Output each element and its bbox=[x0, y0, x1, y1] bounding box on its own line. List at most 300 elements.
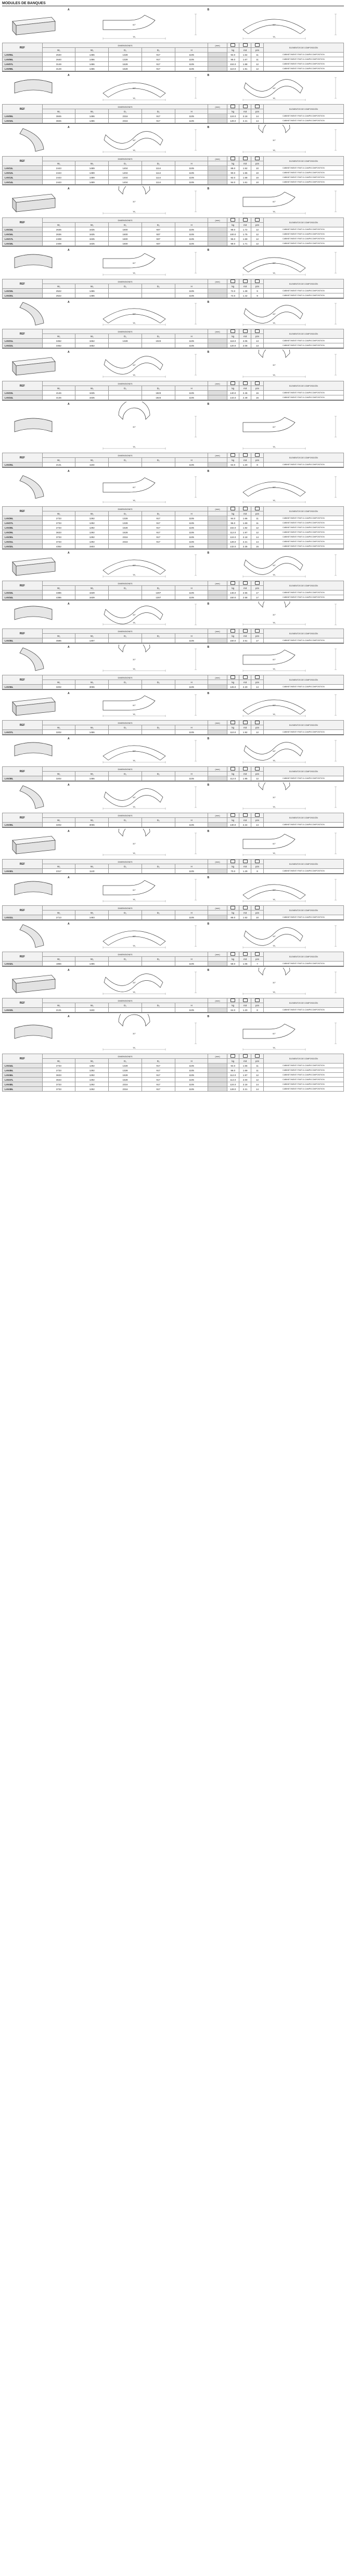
dimensions-table bbox=[2, 217, 344, 246]
ref-header: REF bbox=[3, 721, 43, 730]
ref-code: LAV49L bbox=[3, 1087, 43, 1092]
ref-code: LAV07L bbox=[3, 62, 43, 67]
dimension-value: 2131 bbox=[42, 463, 75, 467]
unit-header: (mm) bbox=[208, 329, 227, 334]
elements-value: CABINET/MENTI FINITI A CAMPI/COMPOSITION bbox=[263, 1073, 343, 1078]
weight-unit: kg bbox=[227, 586, 239, 591]
elements-value: CABINET/MENTI FINITI A CAMPI/COMPOSITION bbox=[263, 1082, 343, 1087]
desk-render-icon bbox=[3, 875, 64, 904]
unit-header: (mm) bbox=[208, 581, 227, 586]
desk-thumbnail bbox=[2, 468, 65, 506]
dimension-value: 1635 bbox=[75, 241, 109, 246]
weight-unit: kg bbox=[227, 957, 239, 962]
weight-value: 96.0 bbox=[227, 521, 239, 526]
column-header: W₁ bbox=[42, 511, 75, 516]
plan-views bbox=[65, 6, 344, 43]
column-header: W₂ bbox=[75, 1059, 109, 1063]
weight-unit: kg bbox=[227, 223, 239, 227]
pieces-unit: pzs bbox=[251, 511, 263, 516]
volume-value: 1.95 bbox=[239, 776, 251, 781]
dimension-value bbox=[142, 463, 175, 467]
pieces-value: 17 bbox=[251, 591, 263, 595]
table-row bbox=[3, 1063, 344, 1068]
weight-icon-cell bbox=[227, 381, 239, 386]
blank-cell bbox=[208, 680, 227, 685]
pieces-icon bbox=[255, 507, 260, 510]
dimension-value: 1486 bbox=[75, 776, 109, 781]
angle-label: 60° bbox=[272, 658, 276, 661]
pieces-value: 8 bbox=[251, 1008, 263, 1013]
dimension-value bbox=[109, 293, 142, 298]
box-icon bbox=[243, 813, 248, 817]
volume-value: 2.24 bbox=[239, 823, 251, 827]
weight-unit: kg bbox=[227, 458, 239, 463]
dimension-value: 2316 bbox=[109, 540, 142, 544]
column-header: W₁ bbox=[42, 1059, 75, 1063]
dimensions-table bbox=[2, 675, 344, 689]
weight-unit: kg bbox=[227, 511, 239, 516]
column-header: D₂ bbox=[142, 48, 175, 53]
volume-unit: m3 bbox=[239, 109, 251, 114]
dimension-value: 917 bbox=[142, 57, 175, 62]
dimension-value: 1105 bbox=[175, 289, 208, 293]
dimension-value: 1635 bbox=[75, 227, 109, 232]
dimension-value: 1105 bbox=[175, 53, 208, 57]
ref-code: LAV05L bbox=[3, 53, 43, 57]
ref-code: LAV37L bbox=[3, 730, 43, 735]
dimension-value: 1404 bbox=[109, 180, 142, 185]
column-header: W₂ bbox=[75, 109, 109, 114]
dimension-label: W₁ bbox=[133, 944, 136, 947]
table-row bbox=[3, 962, 344, 966]
ref-code: LAV43L bbox=[3, 1008, 43, 1013]
angle-label: 30° bbox=[272, 364, 276, 366]
dimension-value: 1292 bbox=[75, 1063, 109, 1068]
ref-code: LAV41L bbox=[3, 915, 43, 920]
scale-icon bbox=[230, 998, 235, 1002]
desk-render-icon bbox=[3, 921, 64, 951]
blank-cell bbox=[208, 334, 227, 339]
table-row bbox=[3, 1078, 344, 1082]
dimension-value bbox=[142, 685, 175, 689]
dimension-value: 1105 bbox=[175, 339, 208, 343]
desk-render-icon bbox=[3, 601, 64, 627]
ref-code: LAV24L bbox=[3, 395, 43, 400]
plan-drawing bbox=[67, 829, 202, 858]
plan-view-a bbox=[65, 549, 204, 581]
plan-views bbox=[65, 549, 344, 581]
desk-module-section bbox=[2, 1013, 344, 1092]
column-header: W₂ bbox=[75, 223, 109, 227]
pieces-icon bbox=[255, 218, 260, 222]
pieces-unit: pzs bbox=[251, 911, 263, 915]
column-header: D₁ bbox=[109, 772, 142, 776]
dimension-value bbox=[109, 463, 142, 467]
blank-cell bbox=[208, 463, 227, 467]
ref-header: REF bbox=[3, 629, 43, 638]
scale-icon bbox=[230, 218, 235, 222]
dimension-value: 3202 bbox=[42, 685, 75, 689]
scale-icon bbox=[230, 581, 235, 585]
weight-icon-cell bbox=[227, 1054, 239, 1059]
desk-module-section bbox=[2, 643, 344, 689]
blank-cell bbox=[208, 343, 227, 348]
angle-label: 60° bbox=[133, 889, 136, 891]
ref-code: LAV13L bbox=[3, 175, 43, 180]
dimension-value: 1114 bbox=[142, 166, 175, 171]
dimension-value: 3006 bbox=[75, 685, 109, 689]
dimension-value: 1292 bbox=[75, 1087, 109, 1092]
dimension-value: 1105 bbox=[175, 1008, 208, 1013]
column-header: H bbox=[175, 818, 208, 823]
weight-value: 96.0 bbox=[227, 57, 239, 62]
angle-label: 90° bbox=[133, 935, 136, 938]
desk-module-section bbox=[2, 827, 344, 874]
plan-drawing bbox=[67, 875, 202, 904]
scale-icon bbox=[230, 629, 235, 633]
column-header: D₂ bbox=[142, 161, 175, 166]
ref-code: LAV08L bbox=[3, 67, 43, 71]
angle-label: 90° bbox=[272, 704, 276, 707]
pieces-icon bbox=[255, 581, 260, 585]
desk-module-section bbox=[2, 966, 344, 1013]
dimension-value: 1105 bbox=[175, 544, 208, 549]
ref-code: LAV42L bbox=[3, 962, 43, 966]
box-icon bbox=[243, 675, 248, 679]
column-header: W₂ bbox=[75, 725, 109, 730]
weight-unit: kg bbox=[227, 864, 239, 869]
dimension-value: 1600 bbox=[109, 237, 142, 241]
dimension-value: 3202 bbox=[42, 823, 75, 827]
volume-icon-cell bbox=[239, 813, 251, 818]
dimension-value: 4352 bbox=[42, 544, 75, 549]
unit-header: (mm) bbox=[208, 43, 227, 48]
desk-module-section bbox=[2, 689, 344, 735]
ref-code: LAV23L bbox=[3, 391, 43, 395]
plan-drawing bbox=[67, 248, 202, 278]
weight-value: 96.0 bbox=[227, 237, 239, 241]
pieces-unit: pzs bbox=[251, 634, 263, 638]
pieces-icon-cell bbox=[251, 675, 263, 680]
elements-header: ELEMENTOS DE COMPOSICIÓN bbox=[263, 721, 343, 730]
elements-value: CABINET/MENTI FINITI A CAMPI/COMPOSITION bbox=[263, 530, 343, 535]
dimension-value: 1486 bbox=[75, 289, 109, 293]
dimension-value: 1292 bbox=[75, 1073, 109, 1078]
weight-value: 72.0 bbox=[227, 289, 239, 293]
dimension-value: 1404 bbox=[109, 171, 142, 175]
column-header: H bbox=[175, 725, 208, 730]
dimension-value: 1328 bbox=[109, 57, 142, 62]
pieces-icon bbox=[255, 381, 260, 385]
volume-value: 1.52 bbox=[239, 915, 251, 920]
weight-icon-cell bbox=[227, 860, 239, 864]
ref-header: REF bbox=[3, 453, 43, 463]
pieces-unit: pzs bbox=[251, 109, 263, 114]
angle-label: 90° bbox=[133, 564, 136, 567]
weight-value: 132.0 bbox=[227, 544, 239, 549]
volume-unit: m3 bbox=[239, 957, 251, 962]
volume-unit: m3 bbox=[239, 634, 251, 638]
dimension-value: 1652 bbox=[75, 339, 109, 343]
blank-cell bbox=[208, 911, 227, 915]
table-row bbox=[3, 1008, 344, 1013]
dimension-value: 2713 bbox=[42, 915, 75, 920]
plan-view-b bbox=[204, 185, 344, 217]
plan-view-b bbox=[204, 828, 344, 859]
desk-module-section bbox=[2, 735, 344, 781]
volume-value: 2.55 bbox=[239, 591, 251, 595]
pieces-icon bbox=[255, 813, 260, 817]
table-row bbox=[3, 293, 344, 298]
desk-module-section bbox=[2, 71, 344, 123]
desk-thumbnail bbox=[2, 6, 65, 43]
dimension-label: W₁ bbox=[273, 991, 276, 993]
elements-value: CABINET/MENTI FINITI A CAMPI/COMPOSITION bbox=[263, 730, 343, 735]
elements-value: CABINET/MENTI FINITI A CAMPI/COMPOSITION bbox=[263, 544, 343, 549]
dimension-value: 2443 bbox=[42, 180, 75, 185]
volume-unit: m3 bbox=[239, 223, 251, 227]
dimension-value: 1866 bbox=[42, 962, 75, 966]
drawings-row bbox=[2, 644, 344, 675]
angle-label: 45° bbox=[133, 139, 136, 142]
dimension-value: 1628 bbox=[109, 526, 142, 530]
elements-value: CABINET/MENTI FINITI A CAMPI/COMPOSITION bbox=[263, 915, 343, 920]
drawings-row bbox=[2, 1013, 344, 1054]
elements-value: CABINET/MENTI FINITI A CAMPI/COMPOSITION bbox=[263, 823, 343, 827]
plan-view-a bbox=[65, 1013, 204, 1054]
volume-value: 1.88 bbox=[239, 62, 251, 67]
table-row bbox=[3, 67, 344, 71]
table-row bbox=[3, 1073, 344, 1078]
pieces-value: 10 bbox=[251, 915, 263, 920]
weight-unit: kg bbox=[227, 386, 239, 391]
pieces-value: 14 bbox=[251, 540, 263, 544]
dimension-value: 1105 bbox=[175, 962, 208, 966]
pieces-unit: pzs bbox=[251, 864, 263, 869]
dimension-value: 917 bbox=[142, 1068, 175, 1073]
dimension-value: 2636 bbox=[42, 232, 75, 237]
column-header: W₁ bbox=[42, 334, 75, 339]
pieces-value: 9 bbox=[251, 289, 263, 293]
volume-unit: m3 bbox=[239, 725, 251, 730]
dimension-label: W₁ bbox=[273, 210, 276, 213]
table-row bbox=[3, 180, 344, 185]
dimension-value bbox=[109, 776, 142, 781]
drawings-row bbox=[2, 549, 344, 581]
volume-value: 1.29 bbox=[239, 869, 251, 874]
plan-view-b bbox=[204, 247, 344, 279]
column-header: W₁ bbox=[42, 772, 75, 776]
volume-icon-cell bbox=[239, 279, 251, 284]
dimension-value bbox=[109, 391, 142, 395]
dimension-value: 3452 bbox=[42, 339, 75, 343]
ref-code: LAV45L bbox=[3, 1068, 43, 1073]
drawings-row bbox=[2, 247, 344, 279]
dimension-value: 1489 bbox=[75, 180, 109, 185]
dimension-value: 1105 bbox=[175, 530, 208, 535]
plan-letter: B bbox=[207, 351, 210, 354]
dimension-value: 1105 bbox=[175, 685, 208, 689]
pieces-icon-cell bbox=[251, 105, 263, 109]
table-row bbox=[3, 237, 344, 241]
dimension-value: 1105 bbox=[175, 1063, 208, 1068]
column-header: H bbox=[175, 1003, 208, 1008]
plan-views bbox=[65, 920, 344, 952]
plan-view-a bbox=[65, 828, 204, 859]
dimension-value: 1105 bbox=[175, 180, 208, 185]
dimension-value bbox=[142, 289, 175, 293]
ref-header: REF bbox=[3, 860, 43, 869]
plan-drawing bbox=[207, 968, 342, 997]
plan-drawing bbox=[67, 73, 202, 103]
box-icon bbox=[243, 453, 248, 457]
blank-cell bbox=[208, 638, 227, 643]
desk-render-icon bbox=[3, 550, 64, 580]
dimension-label: W₁ bbox=[133, 852, 136, 854]
column-header: D₁ bbox=[109, 386, 142, 391]
dimension-value: 1292 bbox=[75, 540, 109, 544]
weight-unit: kg bbox=[227, 911, 239, 915]
volume-value: 1.20 bbox=[239, 463, 251, 467]
blank-cell bbox=[208, 730, 227, 735]
blank-cell bbox=[208, 1073, 227, 1078]
plan-letter: B bbox=[207, 692, 210, 695]
elements-value: CABINET/MENTI FINITI A CAMPI/COMPOSITION bbox=[263, 526, 343, 530]
volume-value: 2.49 bbox=[239, 395, 251, 400]
volume-value: 2.21 bbox=[239, 1087, 251, 1092]
column-header: W₂ bbox=[75, 511, 109, 516]
dimension-value: 3733 bbox=[42, 535, 75, 540]
angle-label: 30° bbox=[133, 842, 136, 845]
dimension-value: 1600 bbox=[109, 232, 142, 237]
dimension-value bbox=[142, 1008, 175, 1013]
weight-value: 98.0 bbox=[227, 227, 239, 232]
plan-drawing bbox=[207, 875, 342, 904]
box-icon bbox=[243, 721, 248, 724]
column-header: D₂ bbox=[142, 458, 175, 463]
scale-icon bbox=[230, 767, 235, 771]
dimensions-header: DIMENSIONES bbox=[42, 581, 208, 586]
pieces-value: 12 bbox=[251, 237, 263, 241]
column-header: D₁ bbox=[109, 680, 142, 685]
table-row bbox=[3, 166, 344, 171]
dimension-value: 1105 bbox=[175, 232, 208, 237]
plan-views bbox=[65, 644, 344, 675]
blank-cell bbox=[208, 339, 227, 343]
dimension-value: 1307 bbox=[142, 591, 175, 595]
ref-header: REF bbox=[3, 767, 43, 776]
pieces-value: 8 bbox=[251, 869, 263, 874]
plan-views bbox=[65, 349, 344, 381]
pieces-value: 15 bbox=[251, 544, 263, 549]
blank-cell bbox=[208, 180, 227, 185]
dimension-label: W₁ bbox=[133, 898, 136, 901]
desk-render-icon bbox=[3, 736, 64, 765]
scale-icon bbox=[230, 105, 235, 108]
blank-cell bbox=[208, 1078, 227, 1082]
plan-letter: A bbox=[68, 737, 70, 740]
pieces-value: 10 bbox=[251, 166, 263, 171]
pieces-value: 12 bbox=[251, 530, 263, 535]
desk-render-icon bbox=[3, 783, 64, 812]
column-header: H bbox=[175, 386, 208, 391]
dimension-value: 1114 bbox=[142, 175, 175, 180]
table-row bbox=[3, 776, 344, 781]
ref-header: REF bbox=[3, 43, 43, 53]
angle-label: 60° bbox=[133, 23, 136, 26]
ref-code: LAV27L bbox=[3, 521, 43, 526]
ref-code: LAV36L bbox=[3, 685, 43, 689]
plan-drawing bbox=[207, 736, 342, 765]
table-row bbox=[3, 343, 344, 348]
volume-value: 2.00 bbox=[239, 1078, 251, 1082]
ref-code: LAV46L bbox=[3, 1073, 43, 1078]
plan-letter: A bbox=[68, 1015, 70, 1018]
volume-value: 2.58 bbox=[239, 595, 251, 600]
drawings-row bbox=[2, 401, 344, 453]
column-header: D₂ bbox=[142, 772, 175, 776]
column-header: H bbox=[175, 458, 208, 463]
drawings-row bbox=[2, 600, 344, 629]
pieces-icon-cell bbox=[251, 157, 263, 161]
plan-view-b bbox=[204, 6, 344, 43]
ref-code: LAV22L bbox=[3, 343, 43, 348]
desk-render-icon bbox=[3, 469, 64, 505]
desk-render-icon bbox=[3, 186, 64, 216]
dimensions-table bbox=[2, 104, 344, 123]
column-header: D₂ bbox=[142, 511, 175, 516]
dimension-value: 2640 bbox=[42, 53, 75, 57]
ref-code: LAV14L bbox=[3, 180, 43, 185]
blank-cell bbox=[208, 1059, 227, 1063]
column-header: D₁ bbox=[109, 109, 142, 114]
column-header: H bbox=[175, 284, 208, 289]
table-row bbox=[3, 1087, 344, 1092]
dimension-value: 2316 bbox=[109, 1082, 142, 1087]
dimension-value: 1292 bbox=[75, 1068, 109, 1073]
plan-views bbox=[65, 1013, 344, 1054]
weight-icon-cell bbox=[227, 453, 239, 458]
elements-header: ELEMENTOS DE COMPOSICIÓN bbox=[263, 507, 343, 516]
table-row bbox=[3, 241, 344, 246]
elements-header: ELEMENTOS DE COMPOSICIÓN bbox=[263, 453, 343, 463]
column-header: D₁ bbox=[109, 161, 142, 166]
column-header: W₁ bbox=[42, 725, 75, 730]
pieces-value: 17 bbox=[251, 595, 263, 600]
ref-header: REF bbox=[3, 218, 43, 227]
weight-unit: kg bbox=[227, 109, 239, 114]
plan-views bbox=[65, 468, 344, 506]
pieces-value: 13 bbox=[251, 339, 263, 343]
dimension-value: 1105 bbox=[175, 57, 208, 62]
pieces-unit: pzs bbox=[251, 386, 263, 391]
angle-label: 90° bbox=[272, 262, 276, 264]
elements-header: ELEMENTOS DE COMPOSICIÓN bbox=[263, 906, 343, 915]
column-header: D₂ bbox=[142, 1059, 175, 1063]
elements-value: CABINET/MENTI FINITI A CAMPI/COMPOSITION bbox=[263, 962, 343, 966]
dimension-value: 1503 bbox=[75, 544, 109, 549]
dimensions-header: DIMENSIONES bbox=[42, 105, 208, 109]
table-row bbox=[3, 516, 344, 521]
ref-header: REF bbox=[3, 507, 43, 516]
angle-label: 60° bbox=[272, 426, 276, 428]
angle-label: 45° bbox=[272, 750, 276, 752]
pieces-unit: pzs bbox=[251, 161, 263, 166]
dimension-label: W₁ bbox=[133, 149, 136, 151]
blank-cell bbox=[208, 223, 227, 227]
volume-unit: m3 bbox=[239, 48, 251, 53]
pieces-value: 10 bbox=[251, 171, 263, 175]
